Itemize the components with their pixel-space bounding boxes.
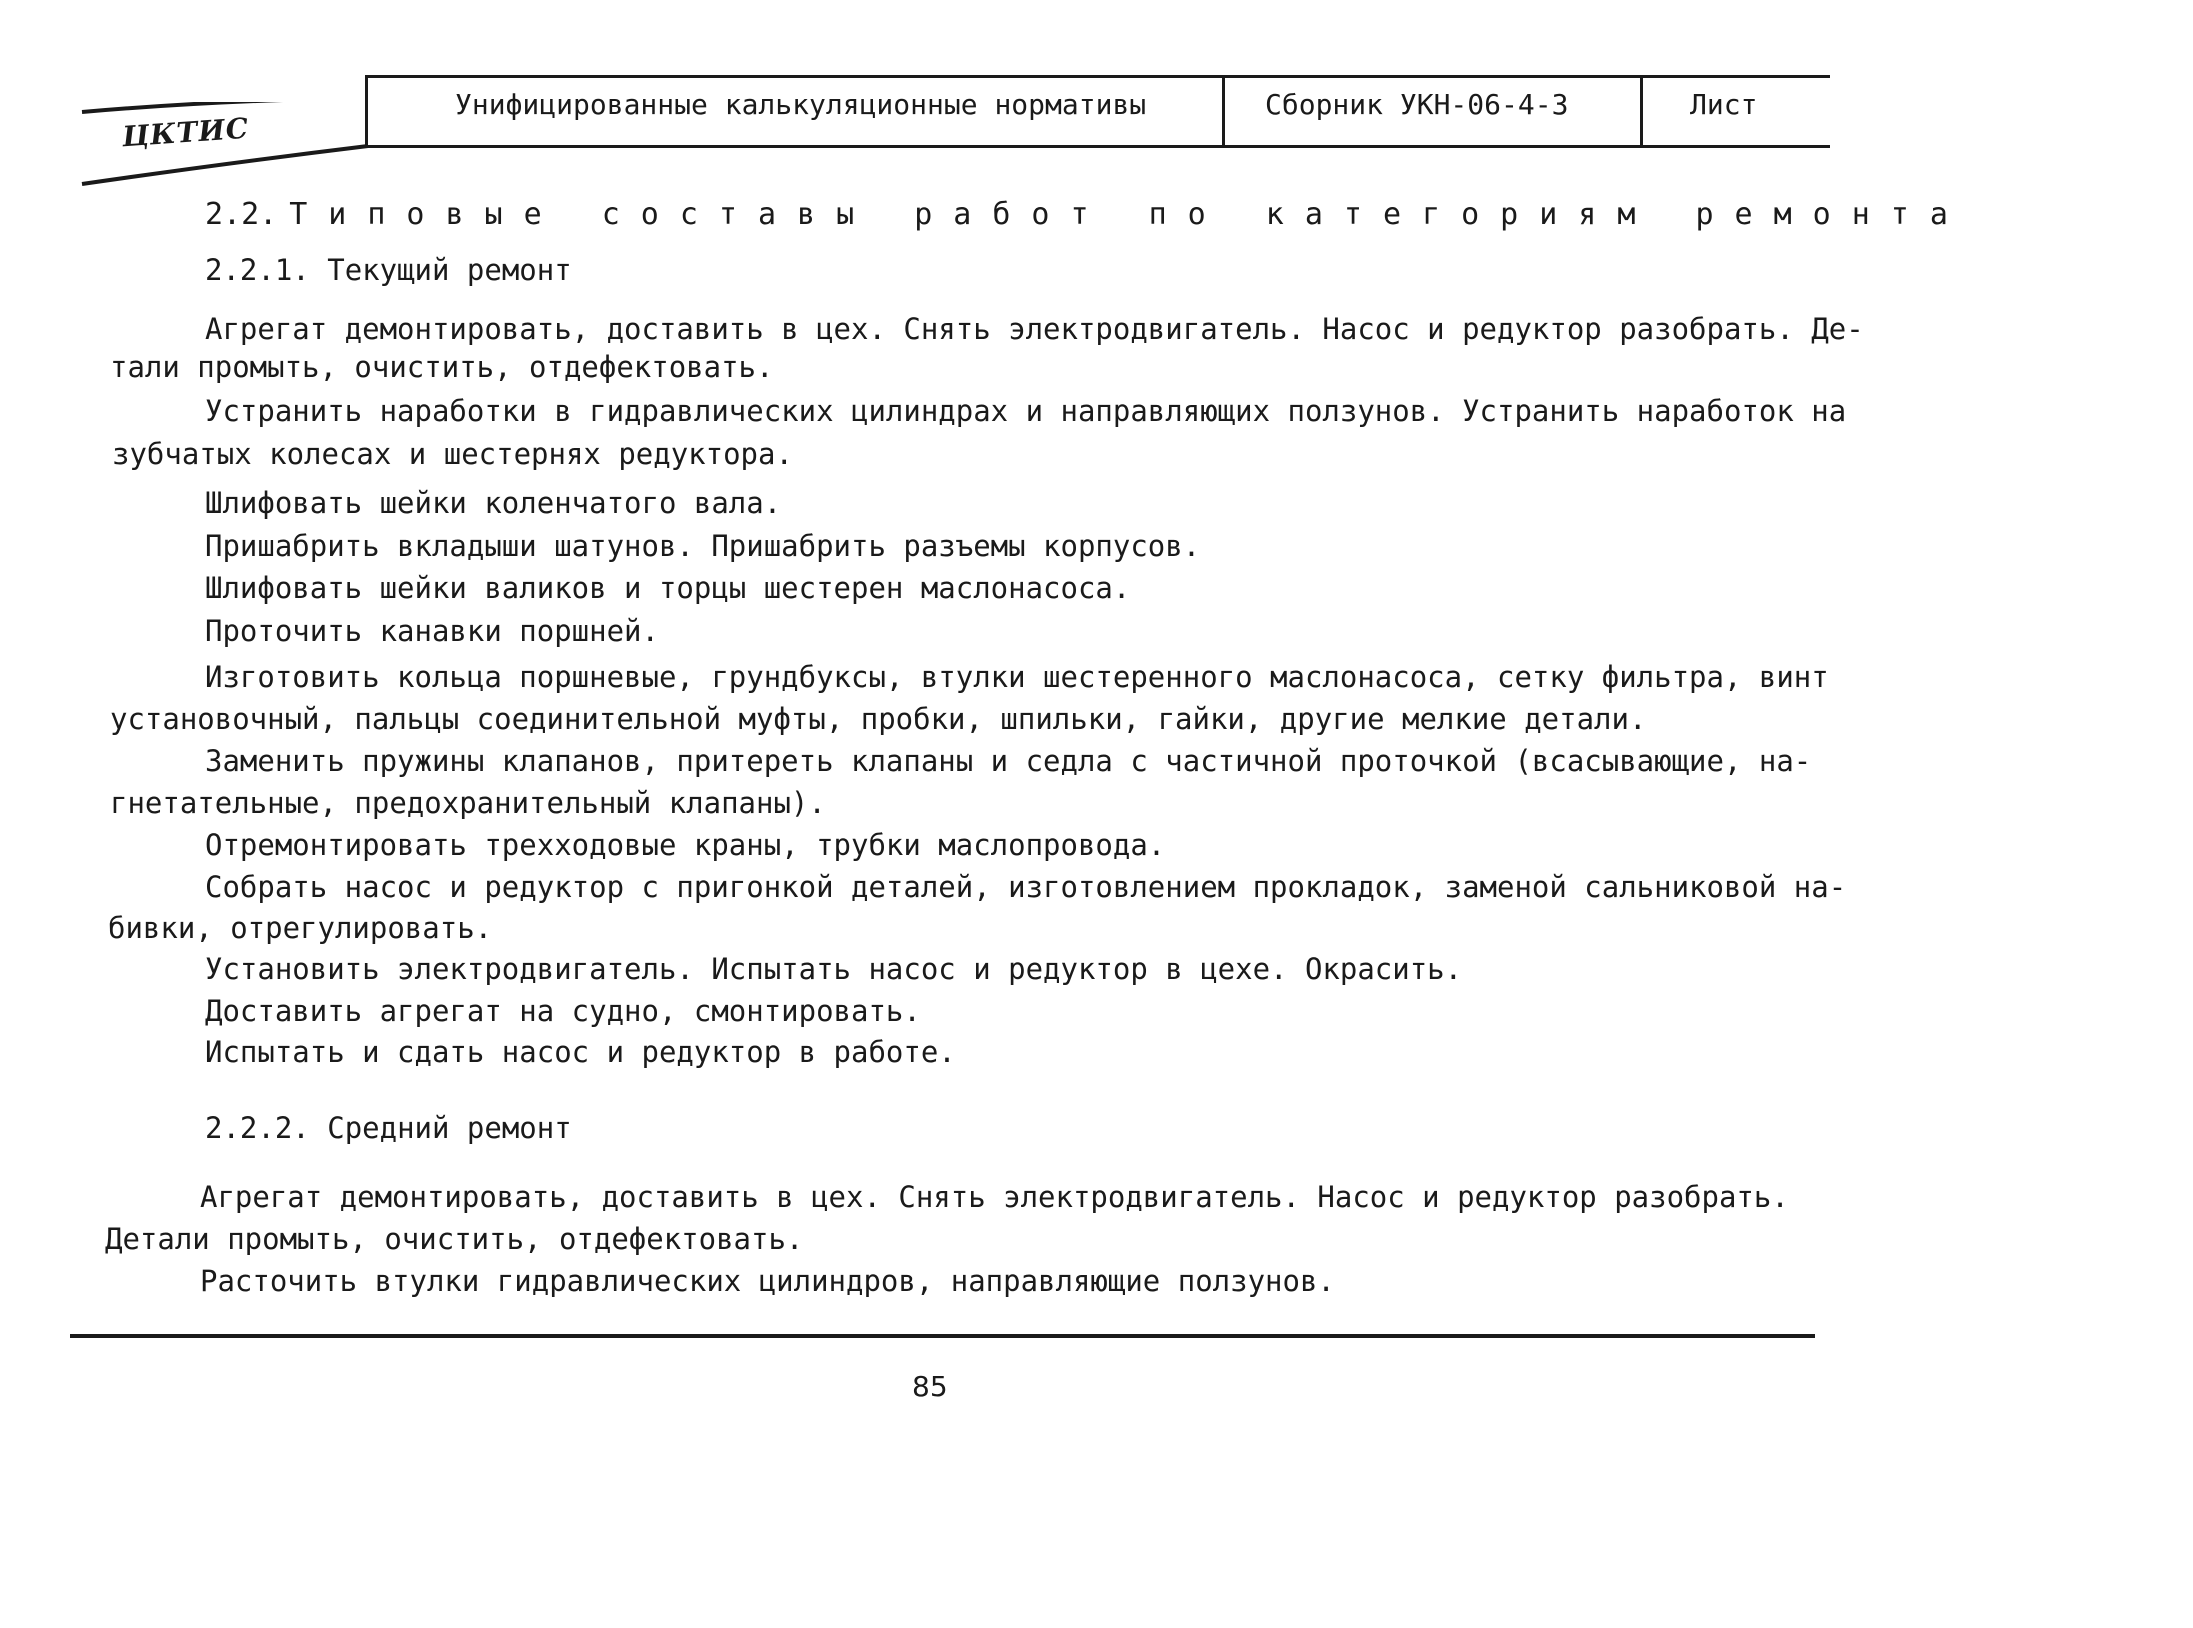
body-line: Шлифовать шейки коленчатого вала. bbox=[205, 486, 782, 520]
header-sheet-label: Лист bbox=[1690, 88, 1758, 121]
body-line: Детали промыть, очистить, отдефектовать. bbox=[105, 1222, 804, 1256]
body-line: тали промыть, очистить, отдефектовать. bbox=[110, 350, 774, 384]
subsection-number: 2.2.1. bbox=[205, 253, 310, 287]
page-number: 85 bbox=[912, 1370, 948, 1403]
body-line: гнетательные, предохранительный клапаны). bbox=[110, 786, 826, 820]
subsection-title: Текущий ремонт bbox=[327, 253, 572, 287]
section-number: 2.2. bbox=[205, 197, 278, 232]
org-abbreviation: ЦКТИС bbox=[121, 111, 251, 154]
body-line: Отремонтировать трехходовые краны, трубки маслопровода. bbox=[205, 828, 1166, 862]
header-divider bbox=[1640, 76, 1643, 147]
body-line: Изготовить кольца поршневые, грундбуксы, втулки шестеренного маслонасоса, сетку фильтра, винт bbox=[205, 660, 1829, 694]
subsection-heading bbox=[205, 1111, 572, 1145]
header-top-rule bbox=[365, 75, 1830, 78]
section-title: Типовые составы работ по категориям ремонта bbox=[289, 197, 1969, 232]
subsection-heading bbox=[205, 253, 572, 287]
body-line: Агрегат демонтировать, доставить в цех. Снять электродвигатель. Насос и редуктор разобрать. Де- bbox=[205, 312, 1864, 346]
header-bottom-rule bbox=[365, 145, 1830, 148]
body-line: бивки, отрегулировать. bbox=[108, 911, 493, 945]
footer-rule bbox=[70, 1334, 1815, 1338]
body-line: Собрать насос и редуктор с пригонкой деталей, изготовлением прокладок, заменой сальниковой на- bbox=[205, 870, 1847, 904]
body-line: Устранить наработки в гидравлических цилиндрах и направляющих ползунов. Устранить наработок на bbox=[205, 394, 1847, 428]
header-title: Унифицированные калькуляционные нормативы bbox=[455, 88, 1147, 121]
subsection-title: Средний ремонт bbox=[327, 1111, 572, 1145]
body-line: установочный, пальцы соединительной муфты, пробки, шпильки, гайки, другие мелкие детали. bbox=[110, 702, 1647, 736]
body-line: Расточить втулки гидравлических цилиндров, направляющие ползунов. bbox=[200, 1264, 1335, 1298]
header-divider bbox=[1222, 76, 1225, 147]
body-line: Доставить агрегат на судно, смонтировать. bbox=[205, 994, 921, 1028]
body-line: Шлифовать шейки валиков и торцы шестерен маслонасоса. bbox=[205, 571, 1131, 605]
subsection-number: 2.2.2. bbox=[205, 1111, 310, 1145]
body-line: Агрегат демонтировать, доставить в цех. Снять электродвигатель. Насос и редуктор разобрать. bbox=[200, 1180, 1789, 1214]
body-line: Заменить пружины клапанов, притереть клапаны и седла с частичной проточкой (всасывающие, на- bbox=[205, 744, 1812, 778]
body-line: Пришабрить вкладыши шатунов. Пришабрить разъемы корпусов. bbox=[205, 529, 1201, 563]
body-line: Проточить канавки поршней. bbox=[205, 614, 659, 648]
body-line: Испытать и сдать насос и редуктор в работе. bbox=[205, 1035, 956, 1069]
header-collection: Сборник УКН-06-4-3 bbox=[1265, 88, 1569, 121]
section-heading bbox=[205, 197, 1969, 232]
body-line: Установить электродвигатель. Испытать насос и редуктор в цехе. Окрасить. bbox=[205, 952, 1463, 986]
body-line: зубчатых колесах и шестернях редуктора. bbox=[112, 437, 793, 471]
